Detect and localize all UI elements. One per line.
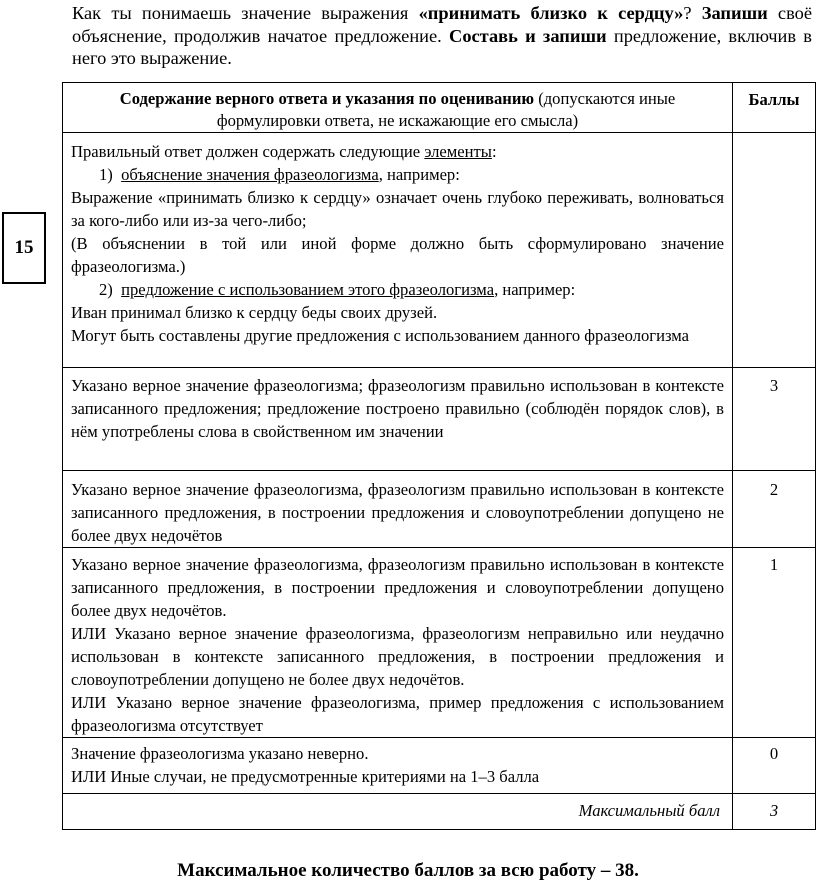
header-title: Содержание верного ответа и указания по оцениванию — [119, 89, 535, 108]
task-compose: Составь и запиши — [449, 25, 607, 46]
task-write: Запиши — [701, 3, 768, 23]
max-score-row — [63, 794, 816, 830]
task-text-3: своё объяснение, продолжив начатое предложение. — [72, 3, 812, 46]
criterion-3-text: Указано верное значение фразеологизма; фразеологизм правильно использован в контексте записанного предложения; предложение построено правильно (соблюдён порядок слов), в нём употреблены слова в свойственном им значении — [63, 368, 733, 471]
element-1-title: объяснение значения фразеологизма — [121, 165, 379, 184]
header-note: (допускаются иные формулировки ответа, не искажающие его смысла) — [216, 89, 676, 130]
answer-content-points — [733, 133, 816, 368]
criterion-0-part-1: Значение фразеологизма указано неверно. — [71, 744, 369, 763]
criteria-table — [62, 82, 816, 830]
criterion-0-score: 0 — [733, 738, 816, 794]
criterion-2-score: 2 — [733, 471, 816, 548]
criterion-1-text — [63, 548, 733, 738]
intro-text: Правильный ответ должен содержать следующие — [71, 142, 425, 161]
task-statement — [72, 2, 812, 70]
element-2-example: Иван принимал близко к сердцу беды своих друзей. — [71, 303, 438, 322]
task-number-box — [2, 212, 46, 284]
criterion-1-part-2: ИЛИ Указано верное значение фразеологизма, фразеологизм неправильно или неудачно использован в контексте записанного предложения, в построении предложения и словоупотреблении допущено не более двух недочётов. — [71, 624, 724, 689]
task-text-4: предложение, включив в него это выражение. — [72, 25, 812, 68]
criterion-1-part-3: ИЛИ Указано верное значение фразеологизма, пример предложения с использованием фразеологизма отсутствует — [71, 693, 724, 735]
criterion-row-0 — [63, 738, 816, 794]
max-score-value: 3 — [733, 794, 816, 830]
intro-underlined: элементы — [424, 142, 492, 161]
element-1 — [71, 163, 724, 186]
element-1-rest: , например: — [378, 165, 460, 184]
header-points: Баллы — [733, 83, 816, 133]
element-1-note: (В объяснении в той или иной форме должно быть сформулировано значение фразеологизма.) — [71, 234, 724, 276]
criterion-row-1 — [63, 548, 816, 738]
header-content-cell — [63, 83, 733, 133]
total-max-score: Максимальное количество баллов за всю работу – 38. — [177, 860, 639, 881]
element-1-example: Выражение «принимать близко к сердцу» означает очень глубоко переживать, волноваться за кого-либо или из-за чего-либо; — [71, 188, 724, 230]
answer-content-row — [63, 133, 816, 368]
criterion-0-part-2: ИЛИ Иные случаи, не предусмотренные критериями на 1–3 балла — [71, 767, 540, 786]
task-number: 15 — [14, 237, 34, 258]
criterion-2-text: Указано верное значение фразеологизма, фразеологизм правильно использован в контексте записанного предложения, в построении предложения и словоупотреблении допущено не более двух недочётов — [63, 471, 733, 548]
answer-intro — [71, 140, 724, 163]
criterion-0-text — [63, 738, 733, 794]
criterion-1-part-1: Указано верное значение фразеологизма, фразеологизм правильно использован в контексте записанного предложения, в построении предложения и словоупотреблении допущено более двух недочётов. — [71, 555, 724, 620]
criterion-3-score: 3 — [733, 368, 816, 471]
element-2-rest: , например: — [494, 280, 576, 299]
criterion-row-3 — [63, 368, 816, 471]
criterion-1-score: 1 — [733, 548, 816, 738]
answer-content-cell — [63, 133, 733, 368]
table-header-row — [63, 83, 816, 133]
task-text-1: Как ты понимаешь значение выражения — [72, 3, 419, 23]
criterion-row-2 — [63, 471, 816, 548]
element-2-number: 2) — [99, 280, 113, 299]
element-2-title: предложение с использованием этого фразеологизма — [121, 280, 495, 299]
element-2-note: Могут быть составлены другие предложения с использованием данного фразеологизма — [71, 326, 690, 345]
element-1-number: 1) — [99, 165, 113, 184]
element-2 — [71, 278, 724, 301]
intro-colon: : — [491, 142, 497, 161]
task-text-2: ? — [683, 3, 702, 23]
max-score-label: Максимальный балл — [63, 794, 733, 830]
task-phrase: «принимать близко к сердцу» — [418, 3, 684, 23]
